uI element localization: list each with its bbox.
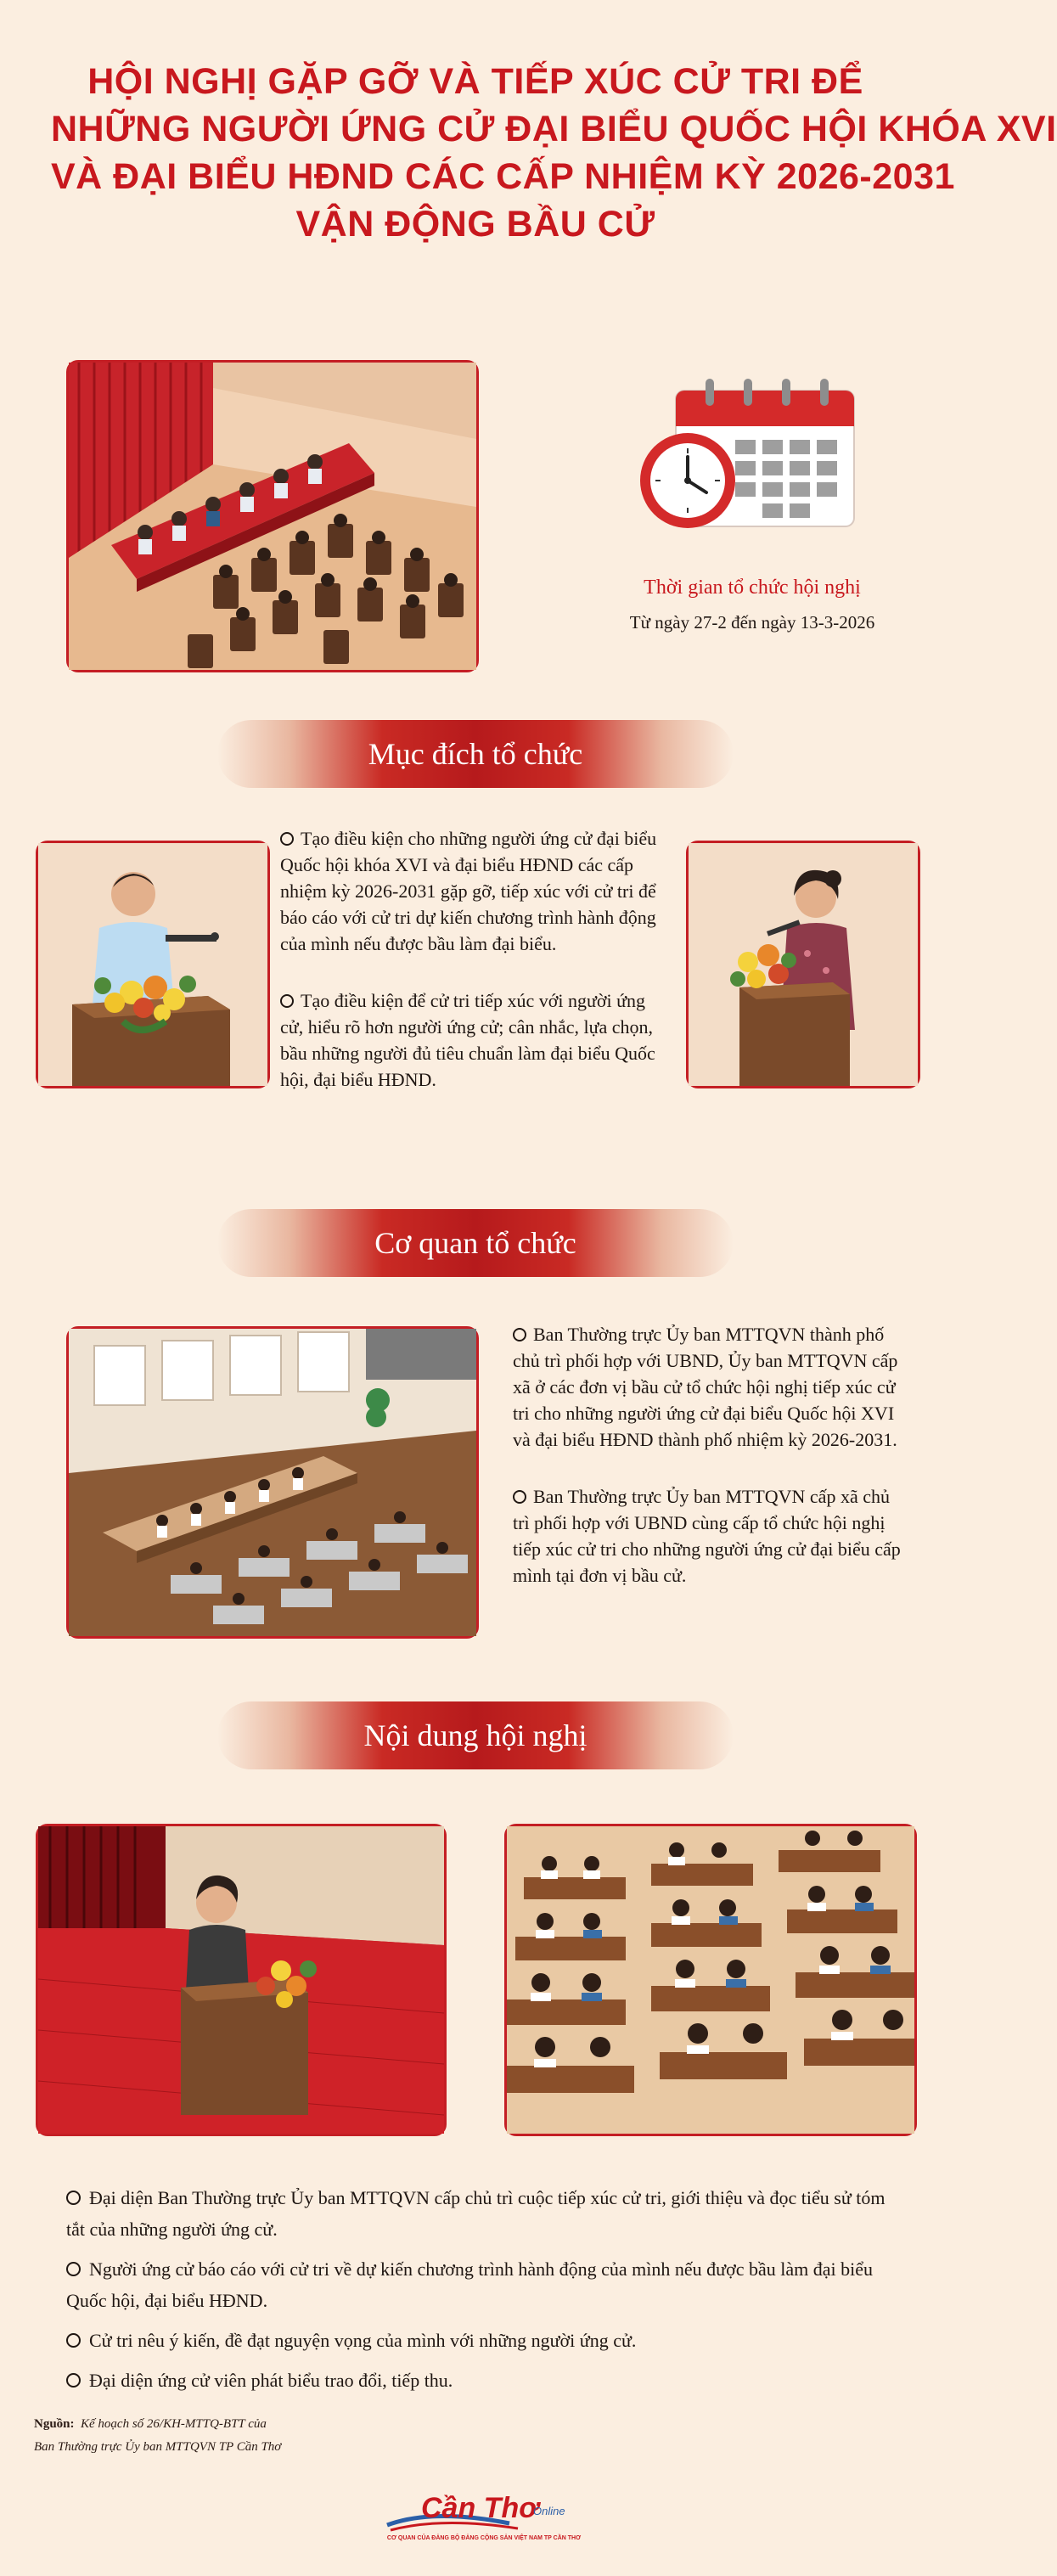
bullet-circle-icon (66, 2333, 81, 2348)
organizer-bullet-1: Ban Thường trực Ủy ban MTTQVN thành phố chủ trì phối hợp với UBND, Ủy ban MTTQVN cấp xã ở các đơn vị bầu cử tổ chức hội nghị tiếp xúc cử tri cho những người ứng cử đại biểu Quốc hội XVI và đại biểu HĐND thành phố nhiệm kỳ 2026-2031. (513, 1324, 898, 1450)
bullet-circle-icon (280, 832, 294, 846)
title-line-2: NHỮNG NGƯỜI ỨNG CỬ ĐẠI BIỂU QUỐC HỘI KHÓA XVI (51, 109, 1057, 149)
organizer-heading: Cơ quan tổ chức (217, 1209, 734, 1277)
conference-hall-illustration (66, 360, 479, 672)
source-note (34, 2413, 391, 2459)
male-speaker-illustration (36, 841, 270, 1088)
bullet-circle-icon (513, 1490, 526, 1504)
logo-tagline: CƠ QUAN CỦA ĐẢNG BỘ ĐẢNG CỘNG SẢN VIỆT NAM TP CẦN THƠ (386, 2535, 582, 2541)
page-title (51, 58, 1057, 248)
calendar-clock-icon (633, 374, 871, 552)
content-heading: Nội dung hội nghị (217, 1701, 734, 1769)
bullet-circle-icon (66, 2191, 81, 2205)
purpose-bullets (280, 825, 671, 1123)
meeting-room-illustration (66, 1326, 479, 1639)
title-line-1: HỘI NGHỊ GẶP GỠ VÀ TIẾP XÚC CỬ TRI ĐỂ (87, 61, 863, 102)
title-line-3: VÀ ĐẠI BIỂU HĐND CÁC CẤP NHIỆM KỲ 2026-2031 (51, 156, 955, 197)
podium-speaker-illustration (36, 1824, 447, 2136)
content-bullets (66, 2182, 898, 2404)
logo-suffix: Online (533, 2505, 565, 2517)
audience-illustration (504, 1824, 917, 2136)
purpose-bullet-2: Tạo điều kiện để cử tri tiếp xúc với người ứng cử, hiểu rõ hơn người ứng cử; cân nhắc, lựa chọn, bầu những người đủ tiêu chuẩn làm đại biểu Quốc hội, đại biểu HĐND. (280, 990, 655, 1090)
content-bullet-4: Đại diện ứng cử viên phát biểu trao đổi, tiếp thu. (66, 2365, 898, 2396)
bullet-circle-icon (66, 2373, 81, 2388)
bullet-circle-icon (280, 994, 294, 1008)
organizer-bullets (513, 1321, 905, 1619)
purpose-heading: Mục đích tổ chức (217, 720, 734, 788)
cantho-online-logo (382, 2491, 586, 2551)
content-bullet-2: Người ứng cử báo cáo với cử tri về dự kiến chương trình hành động của mình nếu được bầu làm đại biểu Quốc hội, đại biểu HĐND. (66, 2258, 874, 2311)
time-label: Thời gian tổ chức hội nghị (644, 577, 861, 599)
female-speaker-illustration (686, 841, 920, 1088)
purpose-bullet-1: Tạo điều kiện cho những người ứng cử đại biểu Quốc hội khóa XVI và đại biểu HĐND các cấp nhiệm kỳ 2026-2031 gặp gỡ, tiếp xúc với cử tri để báo cáo với cử tri dự kiến chương trình hành động của mình nếu được bầu làm đại biểu. (280, 828, 657, 954)
title-line-4: VẬN ĐỘNG BẦU CỬ (295, 204, 655, 245)
time-value: Từ ngày 27-2 đến ngày 13-3-2026 (629, 612, 875, 633)
source-line-1: Kế hoạch số 26/KH-MTTQ-BTT của (81, 2417, 267, 2431)
content-bullet-1: Đại diện Ban Thường trực Ủy ban MTTQVN cấp chủ trì cuộc tiếp xúc cử tri, giới thiệu và đọc tiểu sử tóm tắt của những người ứng cử. (66, 2187, 886, 2240)
content-bullet-3: Cử tri nêu ý kiến, đề đạt nguyện vọng của mình với những người ứng cử. (66, 2325, 898, 2356)
organizer-bullet-2: Ban Thường trực Ủy ban MTTQVN cấp xã chủ trì phối hợp với UBND cùng cấp tổ chức hội nghị tiếp xúc cử tri cho những người ứng cử đại biểu cấp mình tại đơn vị bầu cử. (513, 1486, 901, 1586)
source-line-2: Ban Thường trực Ủy ban MTTQVN TP Cần Thơ (34, 2440, 282, 2454)
bullet-circle-icon (513, 1328, 526, 1341)
bullet-circle-icon (66, 2262, 81, 2276)
source-label: Nguồn: (34, 2417, 75, 2431)
logo-name: Cần Thơ (421, 2492, 539, 2524)
